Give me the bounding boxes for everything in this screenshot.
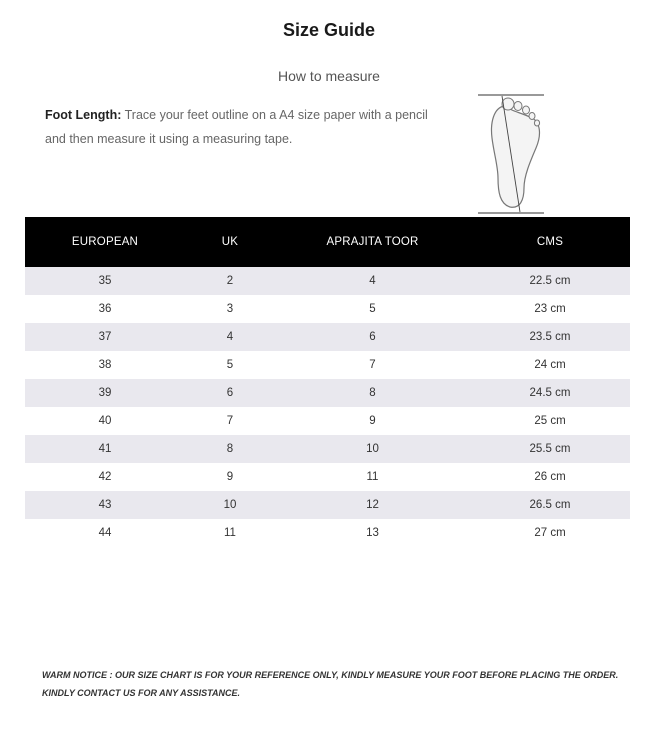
- table-row: [25, 267, 630, 295]
- page-title: Size Guide: [282, 20, 376, 40]
- cell-european: 38: [98, 359, 112, 371]
- table-row: [25, 491, 630, 519]
- size-table-body: [25, 267, 630, 547]
- cell-uk: 7: [226, 415, 234, 427]
- cell-european: 35: [98, 275, 112, 287]
- cell-european: 42: [98, 471, 112, 483]
- foot-measure-icon: [474, 92, 548, 216]
- cell-european: 44: [98, 527, 112, 539]
- cell-cms: 23.5 cm: [529, 331, 571, 343]
- cell-european: 41: [98, 443, 112, 455]
- cell-brand: 13: [366, 527, 379, 539]
- cell-uk: 11: [224, 527, 236, 539]
- cell-european: 36: [98, 303, 112, 315]
- cell-brand: 11: [366, 471, 379, 483]
- cell-european: 40: [98, 415, 112, 427]
- cell-cms: 23 cm: [534, 303, 566, 315]
- cell-european: 39: [98, 387, 112, 399]
- size-table: [25, 217, 630, 547]
- cell-brand: 10: [366, 443, 379, 455]
- instructions-text: Trace your feet outline on a A4 size paper with a pencil and then measure it using a measuring tape.: [45, 108, 428, 146]
- cell-brand: 5: [369, 303, 376, 315]
- table-row: [25, 323, 630, 351]
- cell-brand: 6: [369, 331, 376, 343]
- table-row: [25, 519, 630, 547]
- column-header-brand: APRAJITA TOOR: [326, 236, 419, 248]
- cell-uk: 8: [226, 443, 234, 455]
- cell-cms: 25.5 cm: [529, 443, 571, 455]
- table-row: [25, 379, 630, 407]
- cell-uk: 6: [226, 387, 234, 399]
- cell-cms: 26.5 cm: [529, 499, 571, 511]
- cell-uk: 10: [223, 499, 237, 511]
- table-row: [25, 463, 630, 491]
- column-header-european: EUROPEAN: [71, 236, 139, 248]
- cell-uk: 3: [226, 303, 234, 315]
- warm-notice: WARM NOTICE : OUR SIZE CHART IS FOR YOUR REFERENCE ONLY, KINDLY MEASURE YOUR FOOT BEFORE PLACING THE ORDER. KINDLY CONTACT US FOR ANY ASSISTANCE.: [42, 670, 619, 698]
- cell-uk: 4: [226, 331, 234, 343]
- cell-cms: 25 cm: [534, 415, 566, 427]
- table-row: [25, 351, 630, 379]
- cell-cms: 27 cm: [534, 527, 566, 539]
- cell-european: 43: [98, 499, 112, 511]
- cell-cms: 24.5 cm: [529, 387, 571, 399]
- measure-instructions: [45, 103, 445, 151]
- cell-brand: 12: [366, 499, 379, 511]
- size-table-header: [25, 217, 630, 267]
- table-row: [25, 407, 630, 435]
- table-row: [25, 295, 630, 323]
- column-header-uk: UK: [221, 236, 239, 248]
- instructions-label: Foot Length:: [45, 108, 122, 122]
- column-header-cms: CMS: [536, 236, 564, 248]
- cell-cms: 24 cm: [534, 359, 566, 371]
- table-row: [25, 435, 630, 463]
- cell-uk: 2: [226, 275, 234, 287]
- cell-brand: 4: [369, 275, 376, 287]
- cell-european: 37: [98, 331, 112, 343]
- cell-cms: 26 cm: [534, 471, 566, 483]
- cell-uk: 9: [226, 471, 234, 483]
- cell-brand: 8: [369, 387, 376, 399]
- cell-brand: 7: [369, 359, 376, 371]
- section-subtitle: How to measure: [278, 68, 380, 84]
- cell-uk: 5: [226, 359, 234, 371]
- cell-cms: 22.5 cm: [529, 275, 571, 287]
- cell-brand: 9: [369, 415, 376, 427]
